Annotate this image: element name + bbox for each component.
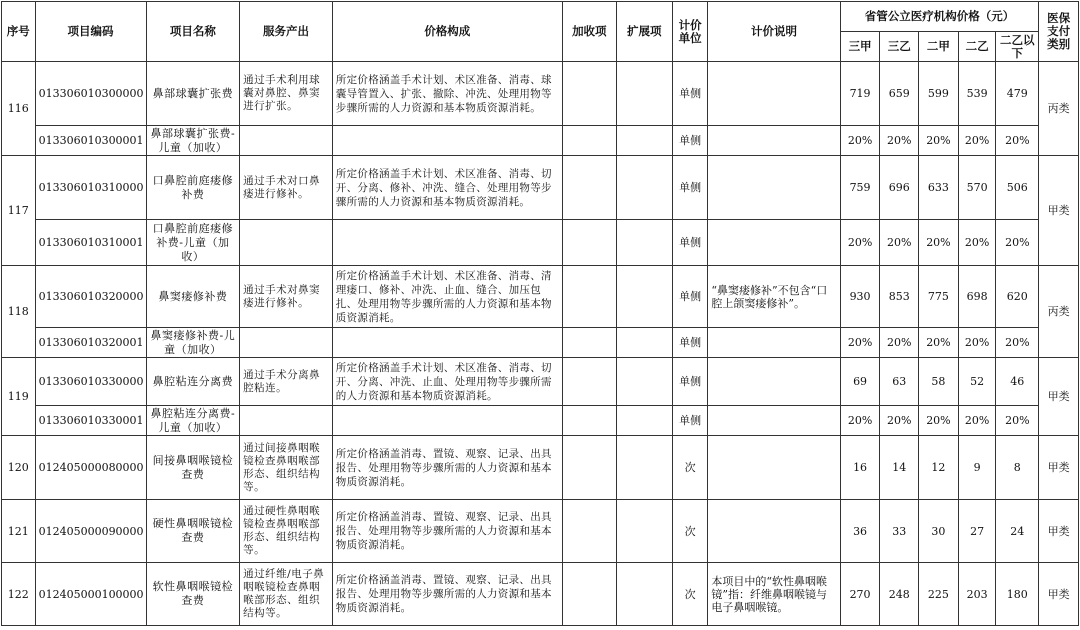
price-cell: 9 [958, 436, 996, 500]
price-cell: 599 [919, 62, 959, 126]
service-cell: 通过手术对鼻窦瘘进行修补。 [240, 266, 333, 328]
unit-cell: 次 [672, 500, 708, 563]
code-cell: 012405000100000 [35, 563, 146, 626]
name-cell: 鼻部球囊扩张费-儿童（加收） [146, 126, 240, 156]
extension-cell [616, 328, 672, 358]
price-cell: 203 [958, 563, 996, 626]
note-cell [708, 62, 840, 126]
note-cell [708, 406, 840, 436]
col-header-seq: 序号 [2, 2, 36, 62]
composition-cell: 所定价格涵盖手术计划、术区准备、消毒、球囊导管置入、扩张、撤除、冲洗、处理用物等步骤所需的人力资源和基本物质资源消耗。 [332, 62, 562, 126]
code-cell: 013306010330001 [35, 406, 146, 436]
composition-cell [332, 220, 562, 266]
col-header-price-composition: 价格构成 [332, 2, 562, 62]
insurance-cell: 甲类 [1039, 563, 1079, 626]
service-cell [240, 220, 333, 266]
service-cell [240, 328, 333, 358]
table-row [2, 406, 1079, 436]
price-cell: 20% [996, 406, 1039, 436]
extension-cell [616, 358, 672, 406]
price-cell: 20% [996, 126, 1039, 156]
price-cell: 52 [958, 358, 996, 406]
note-cell [708, 436, 840, 500]
price-cell: 20% [880, 406, 919, 436]
surcharge-cell [562, 266, 616, 328]
col-header-level: 二乙 [958, 32, 996, 62]
note-cell [708, 328, 840, 358]
col-header-level: 三甲 [840, 32, 880, 62]
price-cell: 20% [840, 126, 880, 156]
price-cell: 30 [919, 500, 959, 563]
unit-cell: 单侧 [672, 266, 708, 328]
code-cell: 013306010320000 [35, 266, 146, 328]
name-cell: 口鼻腔前庭瘘修补费 [146, 156, 240, 220]
price-cell: 24 [996, 500, 1039, 563]
extension-cell [616, 500, 672, 563]
name-cell: 硬性鼻咽喉镜检查费 [146, 500, 240, 563]
note-cell [708, 126, 840, 156]
col-header-service: 服务产出 [240, 2, 333, 62]
col-header-code: 项目编码 [35, 2, 146, 62]
service-cell: 通过间接鼻咽喉镜检查鼻咽喉部形态、组织结构等。 [240, 436, 333, 500]
unit-cell: 单侧 [672, 328, 708, 358]
price-cell: 620 [996, 266, 1039, 328]
price-cell: 20% [840, 220, 880, 266]
extension-cell [616, 266, 672, 328]
composition-cell: 所定价格涵盖手术计划、术区准备、消毒、切开、分离、修补、冲洗、缝合、处理用物等步骤所需的人力资源和基本物质资源消耗。 [332, 156, 562, 220]
price-cell: 696 [880, 156, 919, 220]
extension-cell [616, 436, 672, 500]
price-cell: 69 [840, 358, 880, 406]
code-cell: 013306010300001 [35, 126, 146, 156]
composition-cell [332, 126, 562, 156]
price-cell: 20% [880, 328, 919, 358]
surcharge-cell [562, 358, 616, 406]
price-cell: 633 [919, 156, 959, 220]
col-header-price-group: 省管公立医疗机构价格（元） [840, 2, 1038, 32]
col-header-name: 项目名称 [146, 2, 240, 62]
insurance-cell: 甲类 [1039, 156, 1079, 266]
code-cell: 013306010310001 [35, 220, 146, 266]
unit-cell: 单侧 [672, 126, 708, 156]
code-cell: 013306010310000 [35, 156, 146, 220]
composition-cell: 所定价格涵盖消毒、置镜、观察、记录、出具报告、处理用物等步骤所需的人力资源和基本物质资源消耗。 [332, 563, 562, 626]
insurance-cell: 丙类 [1039, 62, 1079, 156]
extension-cell [616, 62, 672, 126]
table-row [2, 436, 1079, 500]
extension-cell [616, 406, 672, 436]
col-header-pricing-note: 计价说明 [708, 2, 840, 62]
surcharge-cell [562, 436, 616, 500]
composition-cell: 所定价格涵盖手术计划、术区准备、消毒、清理瘘口、修补、冲洗、止血、缝合、加压包扎、处理用物等步骤所需的人力资源和基本物质资源消耗。 [332, 266, 562, 328]
note-cell: 本项目中的“软性鼻咽喉镜”指：纤维鼻咽喉镜与电子鼻咽喉镜。 [708, 563, 840, 626]
price-cell: 27 [958, 500, 996, 563]
price-cell: 16 [840, 436, 880, 500]
name-cell: 口鼻腔前庭瘘修补费-儿童（加收） [146, 220, 240, 266]
composition-cell [332, 406, 562, 436]
price-cell: 180 [996, 563, 1039, 626]
price-cell: 20% [958, 220, 996, 266]
note-cell: “鼻窦瘘修补”不包含“口腔上颌窦瘘修补”。 [708, 266, 840, 328]
price-cell: 20% [996, 220, 1039, 266]
service-cell: 通过纤维/电子鼻咽喉镜检查鼻咽喉部形态、组织结构等。 [240, 563, 333, 626]
price-cell: 930 [840, 266, 880, 328]
price-cell: 570 [958, 156, 996, 220]
composition-cell: 所定价格涵盖消毒、置镜、观察、记录、出具报告、处理用物等步骤所需的人力资源和基本物质资源消耗。 [332, 500, 562, 563]
unit-cell: 次 [672, 563, 708, 626]
note-cell [708, 358, 840, 406]
price-cell: 719 [840, 62, 880, 126]
price-cell: 20% [880, 126, 919, 156]
price-cell: 14 [880, 436, 919, 500]
seq-cell: 120 [2, 436, 36, 500]
seq-cell: 121 [2, 500, 36, 563]
service-cell: 通过手术对口鼻瘘进行修补。 [240, 156, 333, 220]
insurance-cell: 甲类 [1039, 358, 1079, 436]
note-cell [708, 500, 840, 563]
table-row [2, 126, 1079, 156]
price-cell: 20% [919, 126, 959, 156]
col-header-extension: 扩展项 [616, 2, 672, 62]
name-cell: 鼻腔粘连分离费 [146, 358, 240, 406]
seq-cell: 117 [2, 156, 36, 266]
composition-cell [332, 328, 562, 358]
table-row [2, 328, 1079, 358]
col-header-insurance: 医保支付类别 [1039, 2, 1079, 62]
extension-cell [616, 126, 672, 156]
surcharge-cell [562, 563, 616, 626]
price-cell: 20% [919, 406, 959, 436]
price-cell: 20% [958, 328, 996, 358]
price-cell: 20% [958, 126, 996, 156]
composition-cell: 所定价格涵盖消毒、置镜、观察、记录、出具报告、处理用物等步骤所需的人力资源和基本物质资源消耗。 [332, 436, 562, 500]
name-cell: 鼻窦瘘修补费-儿童（加收） [146, 328, 240, 358]
extension-cell [616, 156, 672, 220]
price-cell: 759 [840, 156, 880, 220]
price-cell: 659 [880, 62, 919, 126]
service-cell [240, 126, 333, 156]
code-cell: 013306010330000 [35, 358, 146, 406]
name-cell: 鼻腔粘连分离费-儿童（加收） [146, 406, 240, 436]
code-cell: 012405000090000 [35, 500, 146, 563]
unit-cell: 单侧 [672, 156, 708, 220]
price-cell: 853 [880, 266, 919, 328]
price-cell: 63 [880, 358, 919, 406]
extension-cell [616, 220, 672, 266]
price-cell: 20% [840, 406, 880, 436]
name-cell: 鼻窦瘘修补费 [146, 266, 240, 328]
code-cell: 013306010320001 [35, 328, 146, 358]
code-cell: 012405000080000 [35, 436, 146, 500]
col-header-level: 二甲 [919, 32, 959, 62]
price-cell: 539 [958, 62, 996, 126]
surcharge-cell [562, 220, 616, 266]
price-cell: 248 [880, 563, 919, 626]
price-cell: 20% [919, 328, 959, 358]
surcharge-cell [562, 328, 616, 358]
col-header-level: 三乙 [880, 32, 919, 62]
insurance-cell: 甲类 [1039, 436, 1079, 500]
price-cell: 225 [919, 563, 959, 626]
unit-cell: 次 [672, 436, 708, 500]
surcharge-cell [562, 62, 616, 126]
unit-cell: 单侧 [672, 62, 708, 126]
unit-cell: 单侧 [672, 358, 708, 406]
table-row [2, 358, 1079, 406]
price-cell: 775 [919, 266, 959, 328]
price-cell: 12 [919, 436, 959, 500]
price-cell: 36 [840, 500, 880, 563]
unit-cell: 单侧 [672, 220, 708, 266]
surcharge-cell [562, 406, 616, 436]
price-cell: 506 [996, 156, 1039, 220]
seq-cell: 118 [2, 266, 36, 358]
price-cell: 58 [919, 358, 959, 406]
price-table [1, 1, 1079, 626]
name-cell: 间接鼻咽喉镜检查费 [146, 436, 240, 500]
insurance-cell: 甲类 [1039, 500, 1079, 563]
surcharge-cell [562, 500, 616, 563]
table-row [2, 156, 1079, 220]
price-cell: 20% [996, 328, 1039, 358]
note-cell [708, 156, 840, 220]
seq-cell: 119 [2, 358, 36, 436]
price-cell: 698 [958, 266, 996, 328]
price-cell: 270 [840, 563, 880, 626]
price-cell: 46 [996, 358, 1039, 406]
extension-cell [616, 563, 672, 626]
service-cell [240, 406, 333, 436]
unit-cell: 单侧 [672, 406, 708, 436]
price-cell: 20% [919, 220, 959, 266]
table-row [2, 266, 1079, 328]
price-cell: 20% [840, 328, 880, 358]
table-row [2, 220, 1079, 266]
service-cell: 通过硬性鼻咽喉镜检查鼻咽喉部形态、组织结构等。 [240, 500, 333, 563]
price-cell: 20% [958, 406, 996, 436]
col-header-level: 二乙以下 [996, 32, 1039, 62]
note-cell [708, 220, 840, 266]
seq-cell: 116 [2, 62, 36, 156]
col-header-unit: 计价单位 [672, 2, 708, 62]
service-cell: 通过手术分离鼻腔粘连。 [240, 358, 333, 406]
seq-cell: 122 [2, 563, 36, 626]
surcharge-cell [562, 156, 616, 220]
service-cell: 通过手术利用球囊对鼻腔、鼻窦进行扩张。 [240, 62, 333, 126]
price-cell: 20% [880, 220, 919, 266]
table-row [2, 62, 1079, 126]
name-cell: 鼻部球囊扩张费 [146, 62, 240, 126]
code-cell: 013306010300000 [35, 62, 146, 126]
table-row [2, 500, 1079, 563]
composition-cell: 所定价格涵盖手术计划、术区准备、消毒、切开、分离、冲洗、止血、处理用物等步骤所需的人力资源和基本物质资源消耗。 [332, 358, 562, 406]
insurance-cell: 丙类 [1039, 266, 1079, 358]
surcharge-cell [562, 126, 616, 156]
price-cell: 8 [996, 436, 1039, 500]
table-row [2, 563, 1079, 626]
name-cell: 软性鼻咽喉镜检查费 [146, 563, 240, 626]
price-cell: 479 [996, 62, 1039, 126]
price-cell: 33 [880, 500, 919, 563]
col-header-surcharge: 加收项 [562, 2, 616, 62]
